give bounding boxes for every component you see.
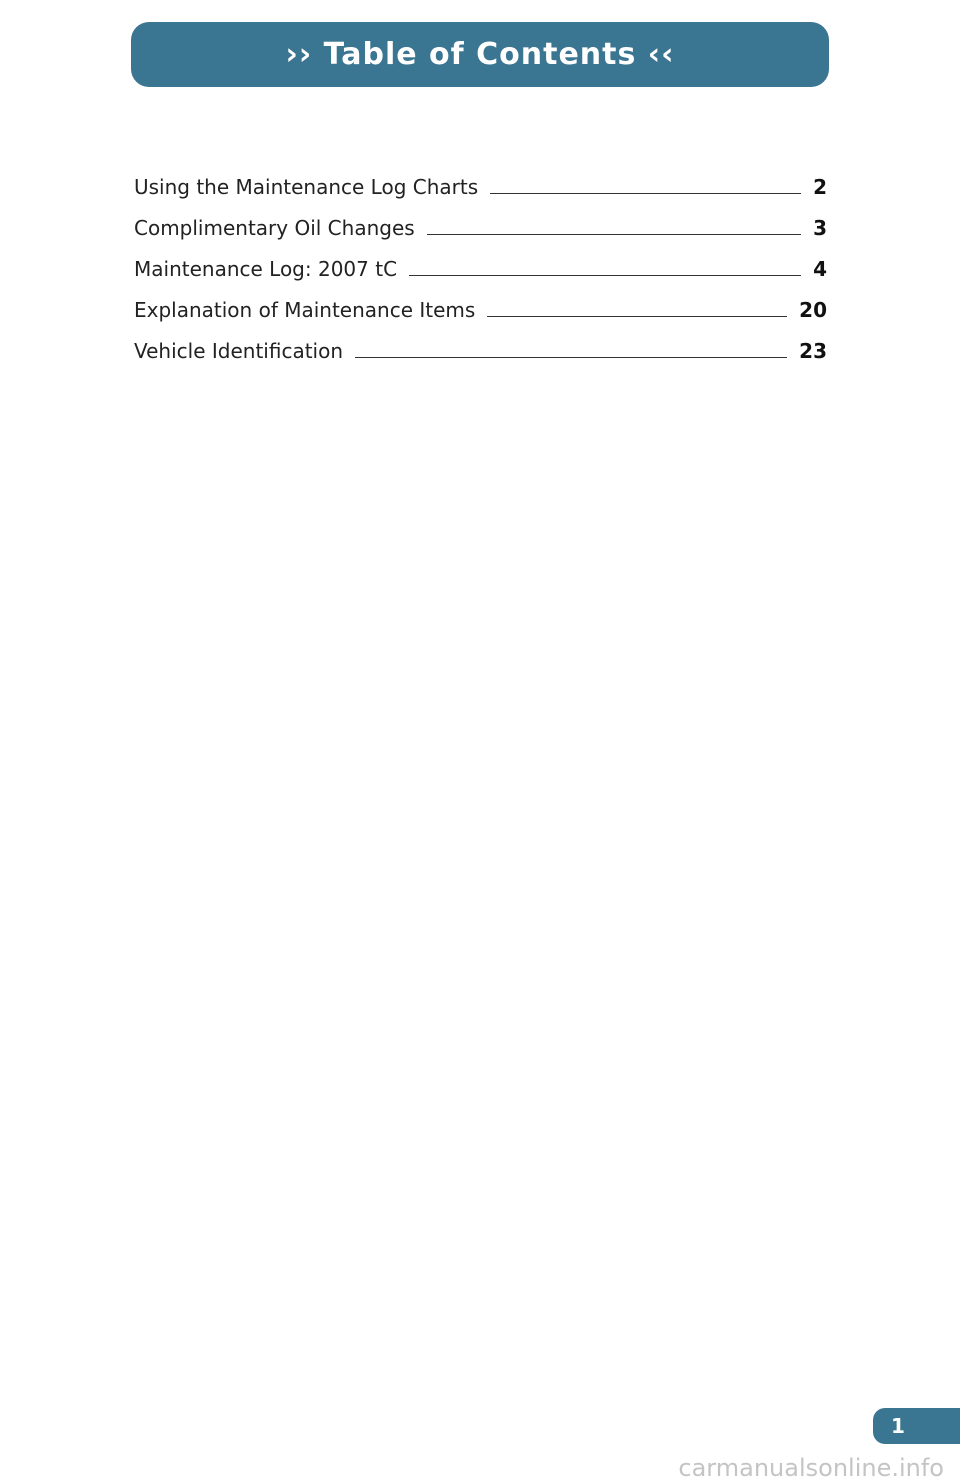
toc-entry-page: 2 xyxy=(813,175,827,199)
toc-leader-line xyxy=(490,193,801,194)
toc-entry[interactable] xyxy=(134,327,827,368)
toc-entry-label: Vehicle Identification xyxy=(134,339,344,363)
toc-leader-line xyxy=(427,234,801,235)
toc-entry[interactable] xyxy=(134,163,827,204)
toc-entry[interactable] xyxy=(134,204,827,245)
watermark: carmanualsonline.info xyxy=(678,1454,944,1482)
toc-leader-line xyxy=(487,316,787,317)
page-number-tab xyxy=(873,1408,960,1444)
header-banner xyxy=(131,22,829,87)
toc-leader-line xyxy=(355,357,787,358)
toc-entry-page: 23 xyxy=(799,339,827,363)
toc-entry-label: Complimentary Oil Changes xyxy=(134,216,415,240)
page-number: 1 xyxy=(891,1414,905,1438)
toc-entry-page: 20 xyxy=(799,298,827,322)
toc-leader-line xyxy=(409,275,801,276)
toc-entry-label: Explanation of Maintenance Items xyxy=(134,298,476,322)
toc-entry-label: Maintenance Log: 2007 tC xyxy=(134,257,398,281)
toc-entry-page: 4 xyxy=(813,257,827,281)
page-title: ›› Table of Contents ‹‹ xyxy=(285,37,675,72)
toc-entry-page: 3 xyxy=(813,216,827,240)
table-of-contents xyxy=(134,163,827,368)
toc-entry[interactable] xyxy=(134,245,827,286)
toc-entry[interactable] xyxy=(134,286,827,327)
toc-entry-label: Using the Maintenance Log Charts xyxy=(134,175,479,199)
